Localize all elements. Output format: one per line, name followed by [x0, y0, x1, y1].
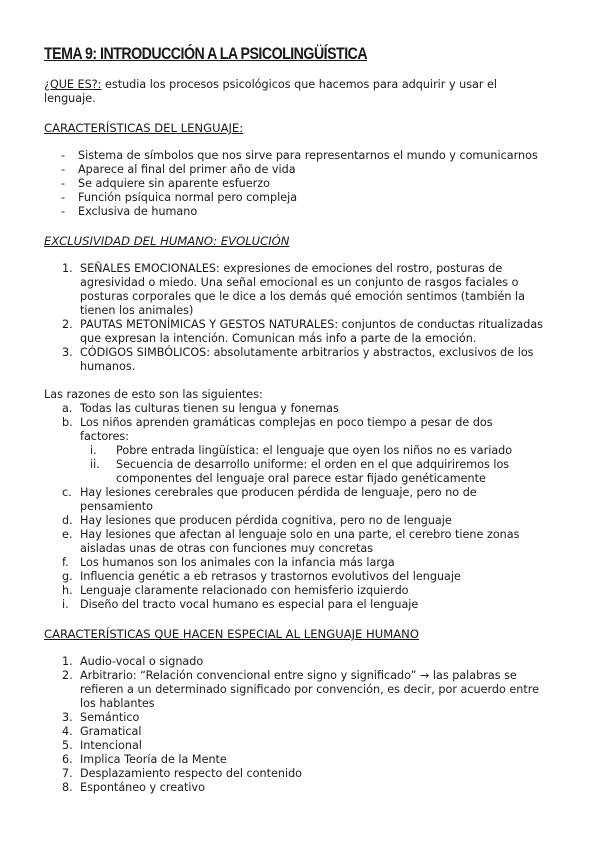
reasons-intro: Las razones de esto son las siguientes:	[44, 388, 263, 401]
list-item	[44, 416, 544, 486]
evolution-list	[44, 262, 544, 374]
list-item-text: Influencia genétic a eb retrasos y trastornos evolutivos del lenguaje	[80, 570, 461, 583]
sub-list-item	[80, 458, 544, 486]
list-item-text: Intencional	[80, 739, 142, 752]
list-item-text: Lenguaje claramente relacionado con hemisferio izquierdo	[80, 584, 409, 597]
list-item-text: Aparece al final del primer año de vida	[78, 163, 296, 176]
list-item	[44, 514, 544, 528]
list-item	[44, 556, 544, 570]
list-marker: 7.	[62, 767, 73, 780]
list-marker: i.	[90, 444, 97, 457]
list-item	[44, 739, 544, 753]
list-item	[44, 598, 544, 612]
evolution-heading: EXCLUSIVIDAD DEL HUMANO: EVOLUCIÓN	[44, 234, 290, 248]
list-item-text: Se adquiere sin aparente esfuerzo	[78, 177, 270, 190]
list-item-text: Pobre entrada lingüística: el lenguaje que oyen los niños no es variado	[116, 444, 513, 457]
list-marker: 3.	[62, 711, 73, 724]
list-item-text: Hay lesiones cerebrales que producen pérdida de lenguaje, pero no de pensamiento	[80, 486, 477, 513]
list-marker: d.	[62, 514, 73, 527]
list-item	[44, 205, 544, 219]
list-item	[44, 402, 544, 416]
list-item-text: PAUTAS METONÍMICAS Y GESTOS NATURALES: conjuntos de conductas ritualizadas que expresan la intención. Comunican más info a parte de la emoción.	[80, 318, 544, 345]
list-item	[44, 669, 544, 711]
document-page	[44, 44, 544, 795]
bullet-dash: -	[61, 149, 66, 162]
list-marker: a.	[62, 402, 73, 415]
list-item	[44, 711, 544, 725]
list-item-text: Los humanos son los animales con la infancia más larga	[80, 556, 395, 569]
list-item	[44, 177, 544, 191]
list-item-text: Diseño del tracto vocal humano es especial para el lenguaje	[80, 598, 419, 611]
list-item-text: Hay lesiones que afectan al lenguaje solo en una parte, el cerebro tiene zonas aisladas unas de otras con funciones muy concretas	[80, 528, 520, 555]
intro-text: estudia los procesos psicológicos que hacemos para adquirir y usar el lenguaje.	[44, 78, 498, 105]
list-item	[44, 725, 544, 739]
list-marker: h.	[62, 584, 73, 597]
list-marker: f.	[62, 556, 69, 569]
list-item	[44, 191, 544, 205]
list-item-text: Semántico	[80, 711, 140, 724]
list-item-text: Espontáneo y creativo	[80, 781, 205, 794]
reasons-list	[44, 402, 544, 612]
list-item	[44, 318, 544, 346]
bullet-dash: -	[61, 191, 66, 204]
intro-paragraph	[44, 78, 544, 106]
sub-list-item	[80, 444, 544, 458]
list-marker: i.	[62, 598, 69, 611]
list-item-text: Hay lesiones que producen pérdida cognitiva, pero no de lenguaje	[80, 514, 452, 527]
list-marker: g.	[62, 570, 73, 583]
bullet-dash: -	[61, 177, 66, 190]
list-item-text: Sistema de símbolos que nos sirve para representarnos el mundo y comunicarnos	[78, 149, 538, 162]
intro-label: ¿QUE ES?:	[44, 78, 102, 91]
list-item-text: Secuencia de desarrollo uniforme: el orden en el que adquiriremos los componentes del lenguaje oral parece estar fijado genéticamente	[116, 458, 510, 485]
list-marker: c.	[62, 486, 72, 499]
list-marker: 8.	[62, 781, 73, 794]
bullet-dash: -	[61, 163, 66, 176]
list-item	[44, 346, 544, 374]
list-marker: 4.	[62, 725, 73, 738]
list-item-text: Implica Teoría de la Mente	[80, 753, 227, 766]
sub-list	[80, 444, 544, 486]
list-marker: ii.	[90, 458, 100, 471]
list-item	[44, 655, 544, 669]
list-item-text: Arbitrario: “Relación convencional entre signo y significado” → las palabras se refieren a un determinado significado por convención, es decir, por acuerdo entre los hablantes	[80, 669, 539, 710]
characteristics-list	[44, 149, 544, 219]
list-item-text: SEÑALES EMOCIONALES: expresiones de emociones del rostro, posturas de agresividad o miedo. Una señal emocional es un conjunto de rasgos faciales o posturas corporales que le dice a los demás qué emoción sentimos (también la tienen los animales)	[80, 262, 525, 317]
list-marker: 1.	[62, 262, 73, 275]
list-item-text: Audio-vocal o signado	[80, 655, 204, 668]
list-marker: 5.	[62, 739, 73, 752]
list-marker: 6.	[62, 753, 73, 766]
list-marker: 3.	[62, 346, 73, 359]
special-heading: CARACTERÍSTICAS QUE HACEN ESPECIAL AL LENGUAJE HUMANO	[44, 627, 419, 641]
list-item	[44, 584, 544, 598]
list-item	[44, 528, 544, 556]
list-item-text: Desplazamiento respecto del contenido	[80, 767, 303, 780]
characteristics-heading: CARACTERÍSTICAS DEL LENGUAJE:	[44, 121, 244, 135]
special-list	[44, 655, 544, 795]
page-title: TEMA 9: INTRODUCCIÓN A LA PSICOLINGÜÍSTICA	[44, 45, 368, 63]
list-item	[44, 753, 544, 767]
list-item	[44, 767, 544, 781]
bullet-dash: -	[61, 205, 66, 218]
list-item	[44, 163, 544, 177]
list-item	[44, 486, 544, 514]
list-item-text: CÓDIGOS SIMBÓLICOS: absolutamente arbitrarios y abstractos, exclusivos de los humanos.	[80, 346, 534, 373]
list-marker: 2.	[62, 669, 73, 682]
list-marker: 1.	[62, 655, 73, 668]
list-item	[44, 149, 544, 163]
list-item-text: Gramatical	[80, 725, 142, 738]
list-item	[44, 262, 544, 318]
list-marker: 2.	[62, 318, 73, 331]
list-item-text: Función psíquica normal pero compleja	[78, 191, 298, 204]
list-marker: b.	[62, 416, 73, 429]
list-item-text: Todas las culturas tienen su lengua y fonemas	[80, 402, 339, 415]
list-item	[44, 570, 544, 584]
list-item-text: Exclusiva de humano	[78, 205, 198, 218]
list-item	[44, 781, 544, 795]
list-marker: e.	[62, 528, 73, 541]
list-item-text: Los niños aprenden gramáticas complejas en poco tiempo a pesar de dos factores:	[80, 416, 493, 443]
